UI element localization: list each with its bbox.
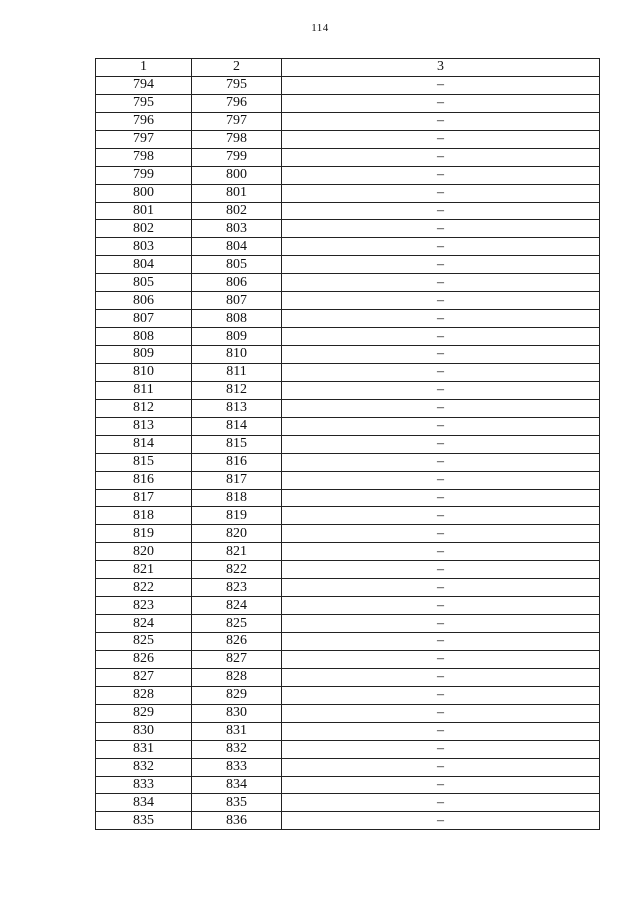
- table-cell-col1: 817: [96, 489, 192, 507]
- table-cell-col2: 807: [192, 292, 282, 310]
- table-cell-col1: 824: [96, 615, 192, 633]
- table-cell-col2: 829: [192, 686, 282, 704]
- table-cell-col1: 814: [96, 435, 192, 453]
- table-cell-col2: 795: [192, 76, 282, 94]
- table-cell-col1: 798: [96, 148, 192, 166]
- table-row: [96, 256, 600, 274]
- table-row: [96, 507, 600, 525]
- table-cell-col3: –: [282, 686, 600, 704]
- table-cell-col2: 808: [192, 310, 282, 328]
- table-cell-col1: 835: [96, 812, 192, 830]
- table-cell-col2: 819: [192, 507, 282, 525]
- table-header-row: [96, 59, 600, 77]
- table-row: [96, 399, 600, 417]
- table-cell-col2: 821: [192, 543, 282, 561]
- table-cell-col3: –: [282, 776, 600, 794]
- table-cell-col2: 799: [192, 148, 282, 166]
- table-cell-col3: –: [282, 668, 600, 686]
- table-cell-col1: 832: [96, 758, 192, 776]
- table-cell-col3: –: [282, 740, 600, 758]
- table-cell-col1: 799: [96, 166, 192, 184]
- table-cell-col3: –: [282, 148, 600, 166]
- table-cell-col2: 836: [192, 812, 282, 830]
- table-row: [96, 166, 600, 184]
- table-row: [96, 130, 600, 148]
- table-row: [96, 363, 600, 381]
- table-row: [96, 812, 600, 830]
- table-cell-col3: –: [282, 130, 600, 148]
- table-cell-col2: 815: [192, 435, 282, 453]
- table-row: [96, 758, 600, 776]
- table-cell-col1: 830: [96, 722, 192, 740]
- table-row: [96, 417, 600, 435]
- table-cell-col3: –: [282, 346, 600, 364]
- table-cell-col1: 805: [96, 274, 192, 292]
- table-cell-col3: –: [282, 722, 600, 740]
- table-cell-col1: 821: [96, 561, 192, 579]
- table-row: [96, 148, 600, 166]
- table-row: [96, 722, 600, 740]
- column-header-1: 1: [96, 59, 192, 77]
- table-cell-col2: 825: [192, 615, 282, 633]
- table-row: [96, 328, 600, 346]
- table-cell-col3: –: [282, 489, 600, 507]
- table-cell-col1: 819: [96, 525, 192, 543]
- table-row: [96, 453, 600, 471]
- table-cell-col1: 796: [96, 112, 192, 130]
- table-cell-col2: 810: [192, 346, 282, 364]
- table-cell-col3: –: [282, 471, 600, 489]
- table-cell-col1: 800: [96, 184, 192, 202]
- table-cell-col2: 835: [192, 794, 282, 812]
- table-cell-col1: 813: [96, 417, 192, 435]
- table-cell-col3: –: [282, 381, 600, 399]
- table-row: [96, 202, 600, 220]
- table-cell-col2: 823: [192, 579, 282, 597]
- table-cell-col2: 803: [192, 220, 282, 238]
- table-cell-col2: 797: [192, 112, 282, 130]
- table-row: [96, 615, 600, 633]
- table-cell-col1: 815: [96, 453, 192, 471]
- table-cell-col1: 829: [96, 704, 192, 722]
- page-number: 114: [311, 22, 329, 34]
- table-cell-col1: 826: [96, 650, 192, 668]
- table-row: [96, 310, 600, 328]
- table-cell-col1: 823: [96, 597, 192, 615]
- table-cell-col1: 825: [96, 633, 192, 651]
- column-header-3: 3: [282, 59, 600, 77]
- table-row: [96, 668, 600, 686]
- column-header-2: 2: [192, 59, 282, 77]
- table-cell-col2: 812: [192, 381, 282, 399]
- table-cell-col1: 820: [96, 543, 192, 561]
- table-cell-col2: 820: [192, 525, 282, 543]
- table-cell-col2: 827: [192, 650, 282, 668]
- table-cell-col3: –: [282, 202, 600, 220]
- table-cell-col3: –: [282, 166, 600, 184]
- table-cell-col1: 822: [96, 579, 192, 597]
- table-cell-col3: –: [282, 453, 600, 471]
- table-row: [96, 220, 600, 238]
- table-cell-col3: –: [282, 363, 600, 381]
- table-cell-col1: 818: [96, 507, 192, 525]
- table-cell-col1: 803: [96, 238, 192, 256]
- table-cell-col2: 806: [192, 274, 282, 292]
- table-cell-col1: 804: [96, 256, 192, 274]
- table-row: [96, 435, 600, 453]
- table-row: [96, 686, 600, 704]
- table-row: [96, 274, 600, 292]
- table-cell-col2: 805: [192, 256, 282, 274]
- table-cell-col1: 828: [96, 686, 192, 704]
- table-row: [96, 650, 600, 668]
- table-cell-col3: –: [282, 274, 600, 292]
- table-cell-col2: 798: [192, 130, 282, 148]
- table-cell-col1: 812: [96, 399, 192, 417]
- table-cell-col1: 807: [96, 310, 192, 328]
- table-cell-col2: 816: [192, 453, 282, 471]
- table-row: [96, 471, 600, 489]
- table-row: [96, 112, 600, 130]
- table-cell-col3: –: [282, 417, 600, 435]
- table-row: [96, 346, 600, 364]
- table-body: [96, 76, 600, 829]
- table-cell-col3: –: [282, 597, 600, 615]
- table-row: [96, 381, 600, 399]
- table-cell-col2: 814: [192, 417, 282, 435]
- table-row: [96, 704, 600, 722]
- table-row: [96, 633, 600, 651]
- table-row: [96, 794, 600, 812]
- table-cell-col2: 802: [192, 202, 282, 220]
- table-cell-col1: 816: [96, 471, 192, 489]
- table-cell-col1: 794: [96, 76, 192, 94]
- table-cell-col1: 797: [96, 130, 192, 148]
- table-row: [96, 489, 600, 507]
- table-row: [96, 525, 600, 543]
- table-cell-col2: 834: [192, 776, 282, 794]
- table-cell-col3: –: [282, 76, 600, 94]
- table-cell-col3: –: [282, 220, 600, 238]
- table-cell-col2: 817: [192, 471, 282, 489]
- table-row: [96, 597, 600, 615]
- table-row: [96, 292, 600, 310]
- table-cell-col2: 830: [192, 704, 282, 722]
- table-cell-col2: 811: [192, 363, 282, 381]
- table-cell-col3: –: [282, 579, 600, 597]
- table-cell-col3: –: [282, 94, 600, 112]
- table-cell-col1: 831: [96, 740, 192, 758]
- table-cell-col2: 826: [192, 633, 282, 651]
- table-row: [96, 579, 600, 597]
- table-cell-col3: –: [282, 650, 600, 668]
- table-cell-col2: 813: [192, 399, 282, 417]
- table-row: [96, 543, 600, 561]
- table-cell-col2: 833: [192, 758, 282, 776]
- table-cell-col2: 831: [192, 722, 282, 740]
- table-cell-col2: 824: [192, 597, 282, 615]
- table-cell-col3: –: [282, 184, 600, 202]
- table-row: [96, 238, 600, 256]
- table-cell-col1: 834: [96, 794, 192, 812]
- table-cell-col1: 833: [96, 776, 192, 794]
- table-cell-col3: –: [282, 561, 600, 579]
- table-row: [96, 94, 600, 112]
- table-row: [96, 740, 600, 758]
- table-cell-col3: –: [282, 310, 600, 328]
- table-cell-col1: 810: [96, 363, 192, 381]
- table-cell-col2: 800: [192, 166, 282, 184]
- table-cell-col2: 818: [192, 489, 282, 507]
- table-cell-col2: 809: [192, 328, 282, 346]
- table-cell-col1: 795: [96, 94, 192, 112]
- data-table: [95, 58, 600, 830]
- table-cell-col1: 811: [96, 381, 192, 399]
- table-cell-col3: –: [282, 704, 600, 722]
- table-cell-col3: –: [282, 507, 600, 525]
- table-cell-col2: 828: [192, 668, 282, 686]
- table-cell-col3: –: [282, 238, 600, 256]
- table-cell-col3: –: [282, 615, 600, 633]
- table-row: [96, 561, 600, 579]
- table-cell-col3: –: [282, 525, 600, 543]
- table-cell-col1: 802: [96, 220, 192, 238]
- table-cell-col3: –: [282, 543, 600, 561]
- table-cell-col2: 832: [192, 740, 282, 758]
- table-cell-col3: –: [282, 112, 600, 130]
- table-cell-col3: –: [282, 812, 600, 830]
- table-cell-col2: 804: [192, 238, 282, 256]
- table-row: [96, 184, 600, 202]
- table-cell-col1: 808: [96, 328, 192, 346]
- table-cell-col1: 809: [96, 346, 192, 364]
- table-cell-col1: 827: [96, 668, 192, 686]
- table-cell-col3: –: [282, 328, 600, 346]
- table-cell-col1: 806: [96, 292, 192, 310]
- table-row: [96, 776, 600, 794]
- table-cell-col3: –: [282, 399, 600, 417]
- table-row: [96, 76, 600, 94]
- table-cell-col3: –: [282, 256, 600, 274]
- table-cell-col3: –: [282, 435, 600, 453]
- table-cell-col2: 822: [192, 561, 282, 579]
- table-cell-col2: 801: [192, 184, 282, 202]
- table-cell-col2: 796: [192, 94, 282, 112]
- table-cell-col3: –: [282, 758, 600, 776]
- table-cell-col1: 801: [96, 202, 192, 220]
- table-cell-col3: –: [282, 794, 600, 812]
- table-cell-col3: –: [282, 292, 600, 310]
- table-cell-col3: –: [282, 633, 600, 651]
